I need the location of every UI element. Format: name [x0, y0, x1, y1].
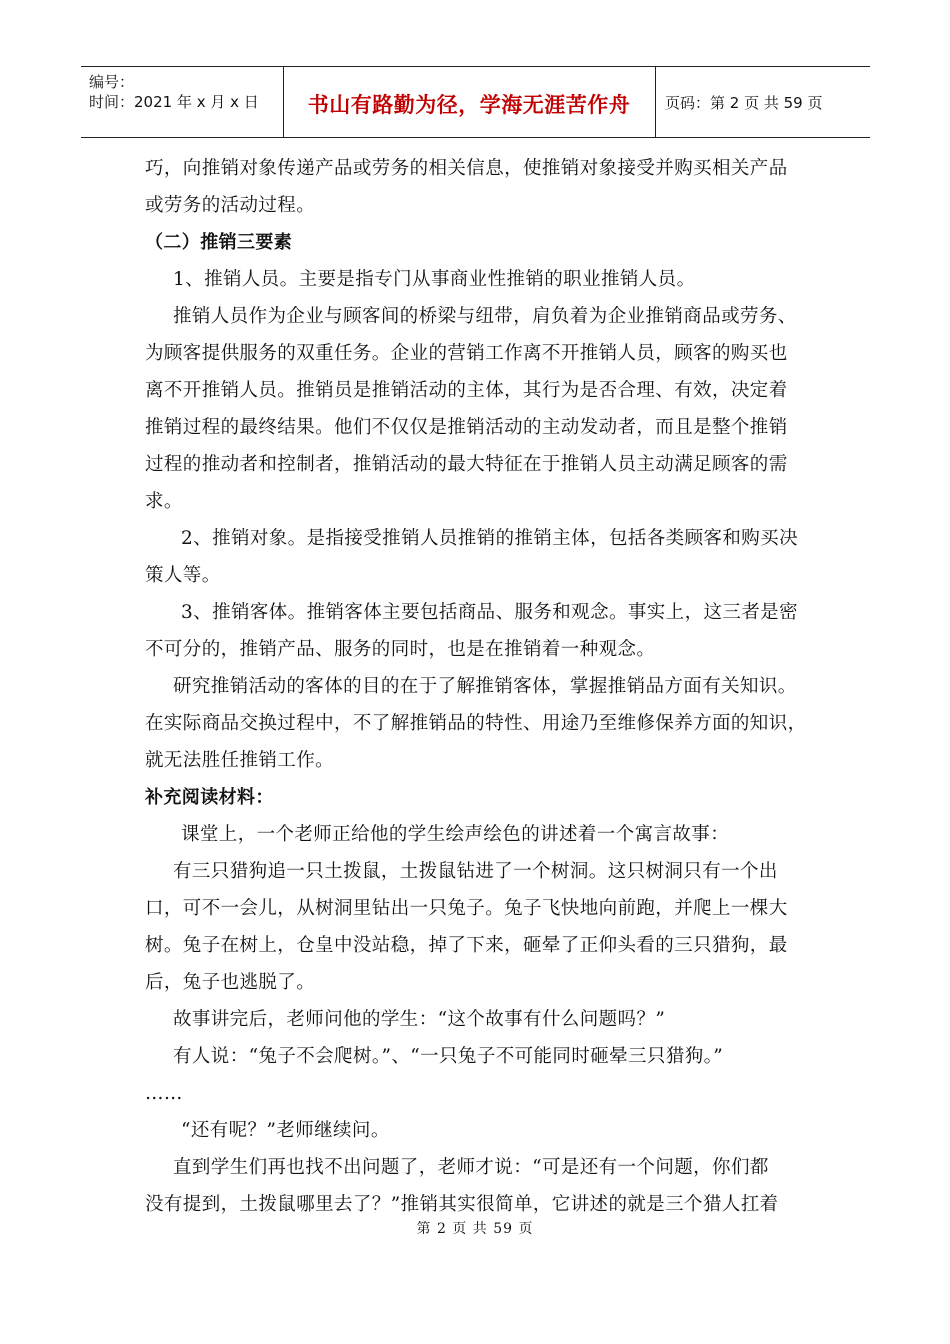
- paragraph-line: ……: [145, 1083, 183, 1104]
- paragraph-line: 有人说：“兔子不会爬树。”、“一只兔子不可能同时砸晕三只猎狗。”: [173, 1046, 724, 1067]
- paragraph-line: 过程的推动者和控制者，推销活动的最大特征在于推销人员主动满足顾客的需: [145, 454, 788, 475]
- paragraph-line: 离不开推销人员。推销员是推销活动的主体，其行为是否合理、有效，决定着: [145, 380, 788, 401]
- paragraph-line: 不可分的，推销产品、服务的同时，也是在推销着一种观念。: [145, 639, 656, 660]
- paragraph-line: 或劳务的活动过程。: [145, 195, 316, 216]
- paragraph-line: 1、推销人员。主要是指专门从事商业性推销的职业推销人员。: [173, 269, 696, 290]
- paragraph-line: 在实际商品交换过程中，不了解推销品的特性、用途乃至维修保养方面的知识，: [145, 713, 807, 734]
- paragraph-line: 巧，向推销对象传递产品或劳务的相关信息，使推销对象接受并购买相关产品: [145, 158, 788, 179]
- section-heading: 补充阅读材料：: [145, 787, 274, 808]
- paragraph-line: 口，可不一会儿，从树洞里钻出一只兔子。兔子飞快地向前跑，并爬上一棵大: [145, 898, 788, 919]
- paragraph-line: 课堂上，一个老师正给他的学生绘声绘色的讲述着一个寓言故事：: [181, 824, 730, 845]
- paragraph-line: 就无法胜任推销工作。: [145, 750, 335, 771]
- paragraph-line: 故事讲完后，老师问他的学生：“这个故事有什么问题吗？”: [173, 1009, 666, 1030]
- header-motto: 书山有路勤为径，学海无涯苦作舟: [307, 93, 631, 117]
- paragraph-line: 策人等。: [145, 565, 221, 586]
- paragraph-line: 求。: [145, 491, 183, 512]
- paragraph-line: 推销人员作为企业与顾客间的桥梁与纽带，肩负着为企业推销商品或劳务、: [173, 306, 797, 327]
- section-heading: （二）推销三要素: [145, 232, 293, 253]
- paragraph-line: 直到学生们再也找不出问题了，老师才说：“可是还有一个问题，你们都: [173, 1157, 769, 1178]
- paragraph-line: 为顾客提供服务的双重任务。企业的营销工作离不开推销人员，顾客的购买也: [145, 343, 788, 364]
- header-divider: [655, 67, 656, 137]
- paragraph-line: 没有提到，土拨鼠哪里去了？”推销其实很简单，它讲述的就是三个猎人扛着: [145, 1194, 779, 1215]
- paragraph-line: “还有呢？”老师继续问。: [181, 1120, 390, 1141]
- paragraph-line: 树。兔子在树上，仓皇中没站稳，掉了下来，砸晕了正仰头看的三只猎狗，最: [145, 935, 788, 956]
- document-number-label: 编号：: [89, 73, 135, 91]
- paragraph-line: 后，兔子也逃脱了。: [145, 972, 316, 993]
- header-page-number: 页码：第 2 页 共 59 页: [665, 94, 823, 112]
- document-body: [145, 150, 825, 1223]
- page-footer: 第 2 页 共 59 页: [416, 1221, 534, 1237]
- paragraph-line: 推销过程的最终结果。他们不仅仅是推销活动的主动发动者，而且是整个推销: [145, 417, 788, 438]
- header-meta: [89, 72, 259, 112]
- paragraph-line: 研究推销活动的客体的目的在于了解推销客体，掌握推销品方面有关知识。: [173, 676, 797, 697]
- page-header: [81, 66, 870, 138]
- paragraph-line: 3、推销客体。推销客体主要包括商品、服务和观念。事实上，这三者是密: [181, 602, 798, 623]
- paragraph-line: 有三只猎狗追一只土拨鼠，土拨鼠钻进了一个树洞。这只树洞只有一个出: [173, 861, 778, 882]
- paragraph-line: 2、推销对象。是指接受推销人员推销的推销主体，包括各类顾客和购买决: [181, 528, 798, 549]
- document-time-label: 时间：2021 年 x 月 x 日: [89, 93, 259, 111]
